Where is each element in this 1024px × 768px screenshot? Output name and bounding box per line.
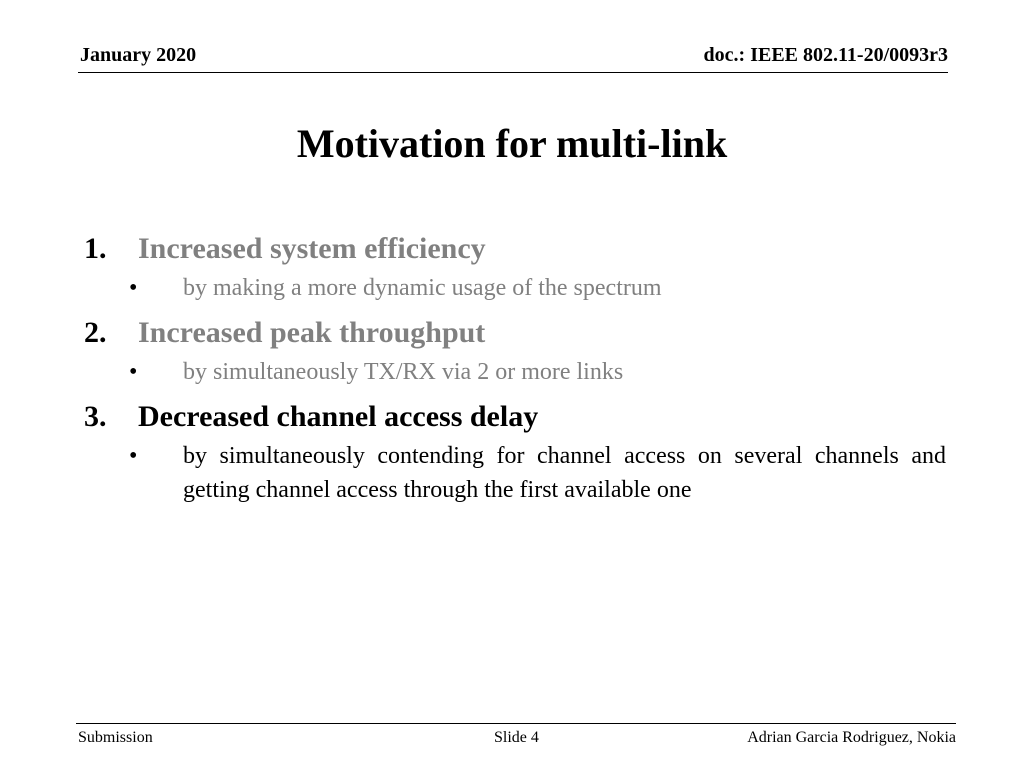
footer-slide-number: Slide 4 — [494, 729, 539, 746]
list-item-heading — [84, 311, 946, 355]
list-number: 3. — [84, 400, 107, 433]
bullet-icon: • — [129, 359, 138, 385]
list-number: 2. — [84, 316, 107, 349]
slide-content — [84, 227, 946, 513]
header-date: January 2020 — [80, 44, 197, 66]
bullet-icon: • — [129, 275, 138, 301]
header-doc-id: doc.: IEEE 802.11-20/0093r3 — [703, 44, 948, 66]
list-item-2 — [84, 311, 946, 389]
slide-header — [78, 42, 948, 73]
list-item-1 — [84, 227, 946, 305]
list-number: 1. — [84, 232, 107, 265]
list-heading-text: Increased system efficiency — [138, 232, 486, 265]
list-item-heading — [84, 227, 946, 271]
slide-footer — [76, 723, 956, 754]
list-heading-text: Decreased channel access delay — [138, 400, 539, 433]
footer-author: Adrian Garcia Rodriguez, Nokia — [747, 729, 956, 746]
bullet-icon: • — [129, 443, 138, 469]
subitem-text: by making a more dynamic usage of the spectrum — [183, 275, 662, 301]
list-item-3 — [84, 395, 946, 507]
list-subitem — [84, 355, 946, 389]
subitem-text: by simultaneously TX/RX via 2 or more links — [183, 359, 624, 385]
list-subitem — [84, 439, 946, 507]
slide-title: Motivation for multi-link — [296, 121, 728, 166]
list-subitem — [84, 271, 946, 305]
subitem-text: by simultaneously contending for channel access on several channels and getting channel access through the first available one — [183, 443, 946, 503]
list-item-heading — [84, 395, 946, 439]
footer-submission: Submission — [78, 729, 153, 746]
list-heading-text: Increased peak throughput — [138, 316, 486, 349]
